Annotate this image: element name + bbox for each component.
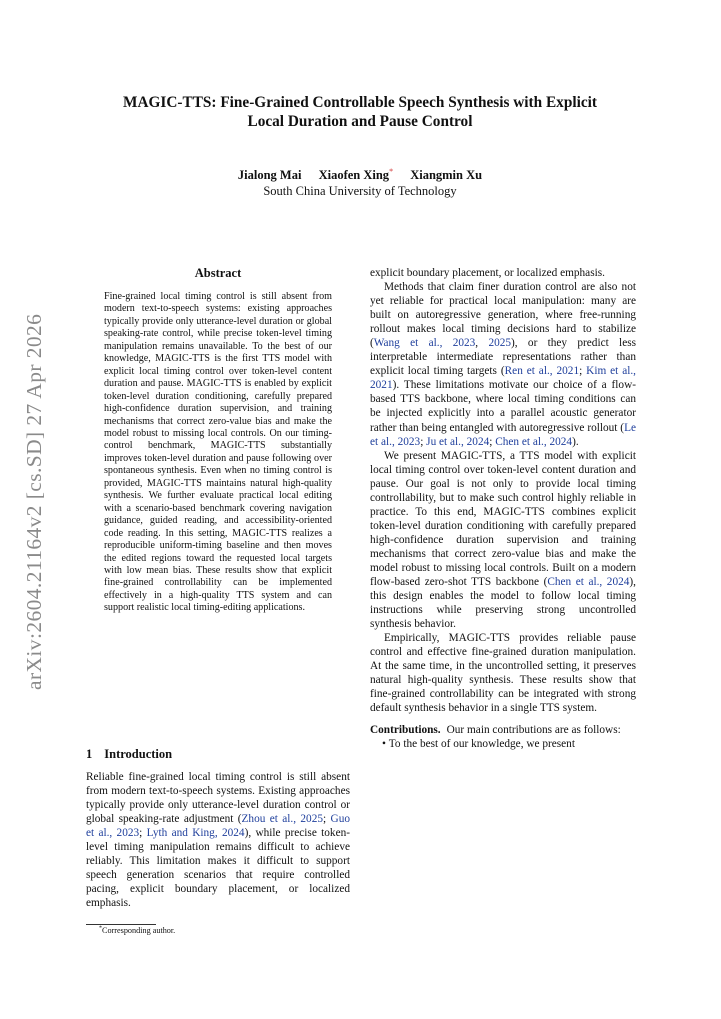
section-heading-introduction (86, 747, 172, 762)
footnote-text: Corresponding author. (102, 926, 176, 935)
abstract-text: Fine-grained local timing control is still absent from modern text-to-speech systems: existing approaches typically provide only utterance-level duration or global speaking-rate control, while precise token-level timing manipulation remains unavailable. To the best of our knowledge, MAGIC-TTS is the first TTS model with explicit local timing control over token-level content duration and pause. MAGIC-TTS is enabled by explicit token-level duration conditioning, carefully prepared high-confidence duration supervision, and training mechanisms that correct zero-value bias and make the model robust to missing local controls. On our timing-control benchmark, MAGIC-TTS substantially improves token-level duration and pause following over spontaneous synthesis. Even when no timing control is provided, MAGIC-TTS maintains natural high-quality synthesis. We further evaluate practical local editing with a scenario-based benchmark covering navigation guidance, guided reading, and accessibility-oriented code reading. In this setting, MAGIC-TTS realizes a reproducible uniform-timing baseline and then moves the edited regions toward the requested local targets with low mean bias. These results show that explicit fine-grained controllability can be implemented effectively in a high-quality TTS system and can support realistic local timing-editing applications. (104, 291, 332, 614)
author-name: Xiaofen Xing (318, 168, 390, 182)
citation-link[interactable]: Zhou et al., 2025 (241, 813, 324, 826)
author-name: Xiangmin Xu (410, 168, 483, 182)
section-number: 1 (86, 747, 93, 761)
author-2 (319, 168, 394, 182)
title-line-2: Local Duration and Pause Control (247, 113, 473, 130)
paragraph-text: Reliable fine-grained local timing control is still absent from modern text-to-speech systems. Existing approaches typically provide only utterance-level duration control or global speaking-rate adjustment ( (86, 771, 350, 826)
section-title: Introduction (104, 747, 173, 761)
intro-paragraph-1: Reliable fine-grained local timing control is still absent from modern text-to-speech systems. Existing approaches typically provide only utterance-level duration control or global speaking-rate adjustment (Zhou et al., 2025; Guo et al., 2023; Lyth and King, 2024), while precise token-level timing manipulation remains difficult to achieve reliably. This limitation makes it difficult to support speech generation scenarios that require controlled pacing, explicit boundary placement, or localized emphasis. (86, 771, 350, 910)
title-line-1: MAGIC-TTS: Fine-Grained Controllable Speech Synthesis with Explicit (123, 94, 597, 111)
author-3 (410, 168, 482, 182)
arxiv-id-text: arXiv:2604.21164v2 [cs.SD] 27 Apr 2026 (22, 313, 46, 690)
citation-link[interactable]: Wang et al., 2023 (373, 337, 476, 350)
bullet-icon: • (382, 737, 389, 750)
intro-paragraph-1-continued: explicit boundary placement, or localized emphasis. (370, 267, 605, 279)
footnote-rule (86, 924, 156, 925)
paragraph-text: ). (572, 435, 579, 448)
citation-link[interactable]: Chen et al., 2024 (495, 435, 573, 448)
citation-link[interactable]: Ju et al., 2024 (426, 435, 490, 448)
intro-paragraph-2: Methods that claim finer duration control are also not yet reliable for practical local manipulation: many are built on autoregressive generation, where free-running rollout makes local timing decisions hard to stabilize (Wang et al., 2023, 2025), or they predict less interpretable intermediate representations rather than explicit local timing targets (Ren et al., 2021; Kim et al., 2021). These limitations motivate our choice of a flow-based TTS backbone, where local timing conditions can be injected explicitly into a parallel acoustic generator rather than being entangled with autoregressive rollout (Le et al., 2023; Ju et al., 2024; Chen et al., 2024). (370, 281, 637, 448)
intro-paragraph-3 (370, 449, 636, 632)
author-list (60, 168, 660, 183)
affiliation: South China University of Technology (263, 184, 457, 198)
paragraph-text: ), or they predict less interpretable intermediate representations rather than explicit local timing targets ( (370, 337, 636, 378)
bullet-text: To the best of our knowledge, we present (388, 737, 575, 750)
paragraph-text: ), while precise token-level timing manipulation remains difficult to achieve reliably. This limitation makes it difficult to support speech generation scenarios that require controlled pacing, explicit boundary placement, or localized emphasis. (86, 827, 350, 910)
contributions-text: Our main contributions are as follows: (446, 723, 621, 736)
citation-link[interactable]: Chen et al., 2024 (547, 576, 630, 589)
abstract-heading: Abstract (194, 266, 242, 280)
paragraph-text: We present MAGIC-TTS, a TTS model with explicit local timing control over token-level content duration and pause. Our goal is not only to provide local timing controllability, but to make such control highly reliable in practice. To this end, MAGIC-TTS combines explicit token-level duration conditioning with carefully prepared high-confidence duration supervision and training mechanisms that correct zero-value bias and make the model robust to missing local controls. Built on a modern flow-based zero-shot TTS backbone ( (370, 449, 636, 589)
intro-left-column (86, 770, 350, 910)
author-1 (238, 168, 302, 182)
citation-link[interactable]: Guo et al., 2023 (86, 813, 350, 840)
contributions-label: Contributions. (370, 723, 441, 736)
paragraph-text: ). These limitations motivate our choice of a flow-based TTS backbone, where local timing conditions can be injected explicitly into a parallel acoustic generator rather than being entangled with autoregressive rollout ( (370, 379, 636, 434)
author-name: Jialong Mai (237, 168, 302, 182)
contribution-bullet-1 (370, 737, 636, 751)
intro-paragraph-4: Empirically, MAGIC-TTS provides reliable pause control and effective fine-grained duration manipulation. At the same time, in the uncontrolled setting, it preserves natural high-quality synthesis. These results show that fine-grained controllability can be integrated with strong default synthesis behavior in a single TTS system. (370, 632, 636, 715)
citation-link[interactable]: Kim et al., 2021 (370, 365, 637, 392)
arxiv-identifier-stamp (22, 300, 44, 690)
contributions-paragraph (370, 723, 636, 737)
corresponding-author-mark[interactable]: * (389, 166, 394, 176)
citation-link[interactable]: Lyth and King, 2024 (146, 827, 245, 840)
paper-title (60, 93, 660, 131)
intro-right-column (370, 266, 636, 751)
paragraph-text: ), this design enables the model to follow local timing instructions while preserving strong uncontrolled synthesis behavior. (370, 576, 636, 631)
paragraph-text: Methods that claim finer duration control are also not yet reliable for practical local manipulation: many are built on autoregressive generation, where free-running rollout makes local timing decisions hard to stabilize ( (370, 281, 636, 350)
citation-link[interactable]: 2025 (488, 337, 512, 350)
citation-link[interactable]: Le et al., 2023 (370, 421, 636, 448)
footnote (99, 926, 175, 936)
citation-link[interactable]: Ren et al., 2021 (504, 365, 580, 378)
footnote-mark: * (99, 925, 102, 932)
